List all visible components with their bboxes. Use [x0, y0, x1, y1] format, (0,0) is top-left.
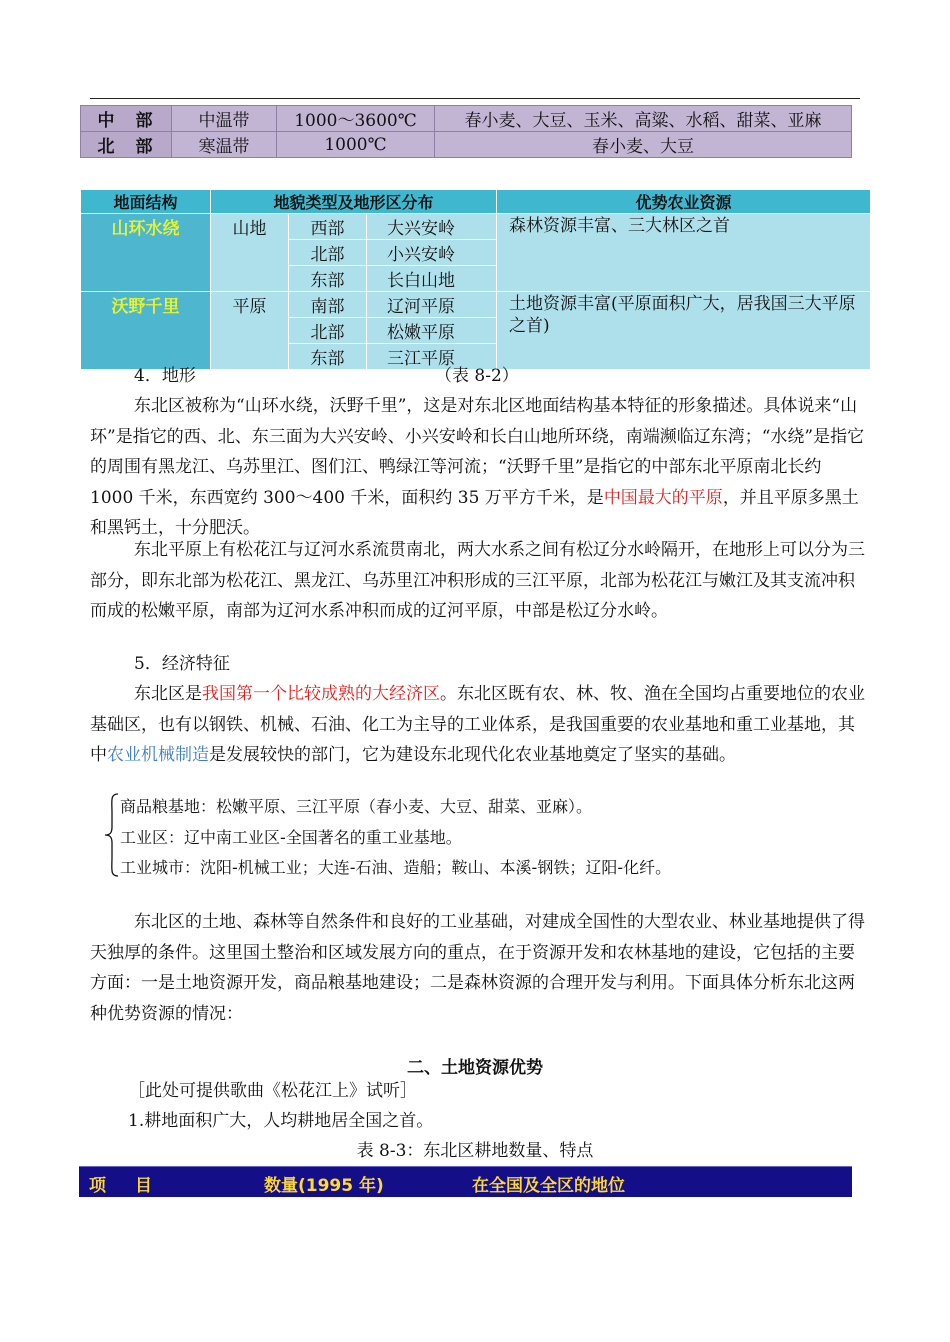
farmland-table-header: [79, 1166, 852, 1197]
resource-paragraph: 东北区的土地、森林等自然条件和良好的工业基础，对建成全国性的大型农业、林业基地提供了得天独厚的条件。这里国土整治和区域发展方向的重点，在于资源开发和农林基地的建设，它包括的主要方面：一是土地资源开发，商品粮基地建设；二是森林资源的合理开发与利用。下面具体分析东北这两种优势资源的情况：: [90, 912, 865, 1024]
crops-cell: 春小麦、大豆: [435, 132, 852, 158]
zone-cell: 中 部: [81, 106, 172, 132]
header-rule: [90, 98, 860, 99]
terrain-type-cell: 平原: [211, 292, 289, 370]
table-row: [81, 106, 852, 132]
section-heading: 二、土地资源优势: [407, 1058, 543, 1078]
table-row: [81, 292, 871, 318]
direction-cell: 东部: [289, 266, 367, 292]
crops-cell: 春小麦、大豆、玉米、高粱、水稻、甜菜、亚麻: [435, 106, 852, 132]
table-reference: （表 8-2）: [435, 366, 519, 386]
economy-list: [120, 792, 860, 884]
column-header: 数量(1995 年): [264, 1176, 384, 1196]
list-item: 工业城市：沈阳-机械工业；大连-石油、造船；鞍山、本溪-钢铁；辽阳-化纤。: [120, 858, 672, 877]
temperature-belt-cell: 中温带: [172, 106, 277, 132]
direction-cell: 北部: [289, 240, 367, 266]
zone-table: [80, 105, 852, 158]
list-item: 工业区：辽中南工业区-全国著名的重工业基地。: [120, 827, 462, 847]
structure-cell: 山环水绕: [81, 214, 211, 292]
advantage-cell: 土地资源丰富(平原面积广大，居我国三大平原之首): [497, 292, 871, 370]
table-row: [81, 132, 852, 158]
paragraph-text: 东北区是: [134, 684, 202, 704]
direction-cell: 南部: [289, 292, 367, 318]
paragraph-text: 东北区被称为“山环水绕，沃野千里”，这是对东北区地面结构基本特征的形象描述。具体说来“山环”是指它的西、北、东三面为大兴安岭、小兴安岭和长白山地所环绕，南端濒临辽东湾；“水绕”是指它的周围有黑龙江、乌苏里江、图们江、鸭绿江等河流；“沃野千里”是指它的中部东北平原南北长约 1000 千米，东西宽约 300～400 千米，面积约 35 万平方千米，是: [90, 396, 865, 508]
curly-brace-icon: [104, 793, 120, 877]
zone-cell: 北 部: [81, 132, 172, 158]
table-caption: 表 8-3：东北区耕地数量、特点: [356, 1141, 594, 1161]
accumulated-temp-cell: 1000～3600℃: [277, 106, 435, 132]
paragraph-text: ，并且平原多黑土和黑钙土，十分肥沃。: [90, 487, 859, 538]
surface-structure-table: [80, 189, 871, 370]
region-cell: 小兴安岭: [367, 240, 497, 266]
direction-cell: 西部: [289, 214, 367, 240]
paragraph-text: 是发展较快的部门，它为建设东北现代化农业基地奠定了坚实的基础。: [209, 745, 736, 765]
point-text: 1.耕地面积广大，人均耕地居全国之首。: [128, 1111, 434, 1131]
section-4-heading: [90, 361, 865, 392]
paragraph-text: 。东北区既有农、林、牧、渔在全国均占重要地位的农业基础区，也有以钢铁、机械、石油、化工为主导的工业体系，是我国重要的农业基地和重工业基地，其中: [90, 684, 865, 765]
region-cell: 大兴安岭: [367, 214, 497, 240]
section-5-heading: 5．经济特征: [134, 654, 230, 674]
column-header: 地面结构: [81, 190, 211, 214]
structure-cell: 沃野千里: [81, 292, 211, 370]
highlight-text: 中国最大的平原: [603, 487, 723, 508]
link-style-text: 农业机械制造: [107, 745, 209, 765]
table-row: [81, 214, 871, 240]
region-cell: 松嫩平原: [367, 318, 497, 344]
table-header-row: [81, 190, 871, 214]
audio-note: ［此处可提供歌曲《松花江上》试听］: [128, 1081, 417, 1101]
region-cell: 辽河平原: [367, 292, 497, 318]
advantage-cell: 森林资源丰富、三大林区之首: [497, 214, 871, 292]
economy-paragraph: [90, 679, 865, 771]
plain-paragraph: 东北平原上有松花江与辽河水系流贯南北，两大水系之间有松辽分水岭隔开，在地形上可以分为三部分，即东北部为松花江、黑龙江、乌苏里江冲积形成的三江平原，北部为松花江与嫩江及其支流冲积而成的松嫩平原，南部为辽河水系冲积而成的辽河平原，中部是松辽分水岭。: [90, 540, 865, 621]
section-title: 4．地形: [134, 366, 196, 386]
list-item: 商品粮基地：松嫩平原、三江平原（春小麦、大豆、甜菜、亚麻）。: [120, 797, 593, 816]
column-header: 项 目: [89, 1176, 158, 1196]
region-cell: 三江平原: [367, 344, 497, 370]
column-header: 在全国及全区的地位: [472, 1176, 625, 1196]
accumulated-temp-cell: 1000℃: [277, 132, 435, 158]
temperature-belt-cell: 寒温带: [172, 132, 277, 158]
column-header: 优势农业资源: [497, 190, 871, 214]
direction-cell: 东部: [289, 344, 367, 370]
highlight-text: 我国第一个比较成熟的大经济区: [202, 684, 440, 704]
direction-cell: 北部: [289, 318, 367, 344]
column-header: 地貌类型及地形区分布: [211, 190, 497, 214]
terrain-type-cell: 山地: [211, 214, 289, 292]
terrain-paragraph: [90, 391, 865, 544]
region-cell: 长白山地: [367, 266, 497, 292]
